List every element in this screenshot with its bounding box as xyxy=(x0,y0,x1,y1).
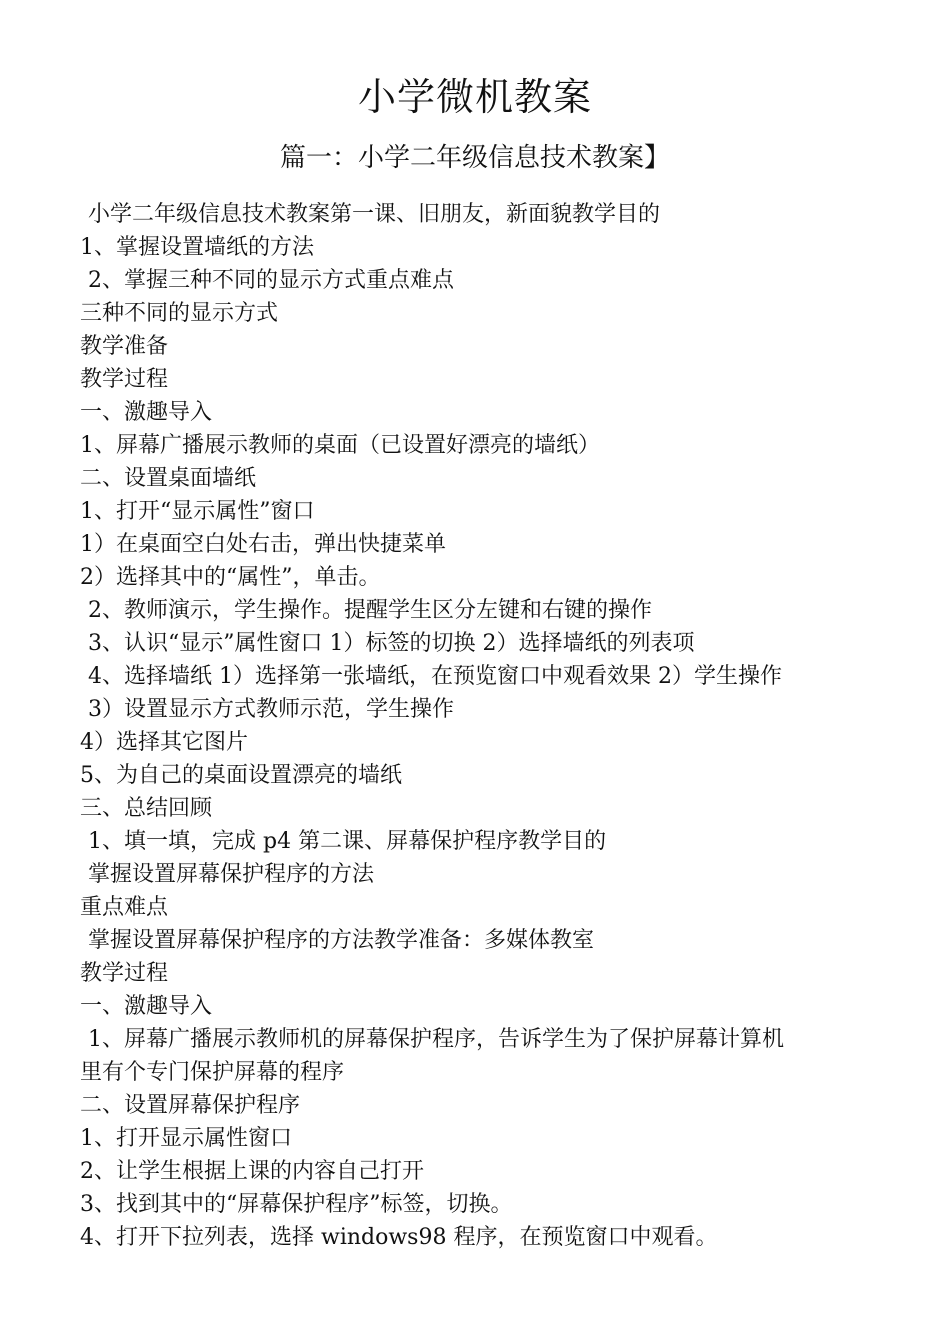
body-line: 2、让学生根据上课的内容自己打开 xyxy=(80,1159,424,1184)
body-line: 掌握设置屏幕保护程序的方法 xyxy=(88,862,375,887)
body-line: 1、填一填，完成 p4 第二课、屏幕保护程序教学目的 xyxy=(88,829,607,854)
body-line: 3）设置显示方式教师示范，学生操作 xyxy=(88,697,454,722)
body-line: 三、总结回顾 xyxy=(80,796,213,821)
body-line: 掌握设置屏幕保护程序的方法教学准备：多媒体教室 xyxy=(88,928,595,953)
body-line: 一、激趣导入 xyxy=(80,400,213,425)
document-body xyxy=(80,198,880,1254)
body-line: 二、设置屏幕保护程序 xyxy=(80,1093,301,1118)
document-subtitle: 篇一：小学二年级信息技术教案】 xyxy=(279,143,670,173)
body-line: 教学过程 xyxy=(80,961,169,986)
body-line: 5、为自己的桌面设置漂亮的墙纸 xyxy=(80,763,402,788)
body-line: 二、设置桌面墙纸 xyxy=(80,466,257,491)
document-title: 小学微机教案 xyxy=(357,75,592,119)
body-line: 1、打开“显示属性”窗口 xyxy=(80,499,315,524)
body-line: 2）选择其中的“属性”，单击。 xyxy=(80,565,381,590)
body-line: 2、掌握三种不同的显示方式重点难点 xyxy=(88,268,454,293)
body-line: 4、打开下拉列表，选择 windows98 程序，在预览窗口中观看。 xyxy=(80,1225,718,1250)
body-line: 三种不同的显示方式 xyxy=(80,301,279,326)
body-line: 1、屏幕广播展示教师的桌面（已设置好漂亮的墙纸） xyxy=(80,433,600,458)
body-line: 1、打开显示属性窗口 xyxy=(80,1126,292,1151)
body-line: 小学二年级信息技术教案第一课、旧朋友，新面貌教学目的 xyxy=(88,202,661,227)
body-line: 3、认识“显示”属性窗口 1）标签的切换 2）选择墙纸的列表项 xyxy=(88,631,695,656)
body-line: 重点难点 xyxy=(80,895,169,920)
body-line: 1、屏幕广播展示教师机的屏幕保护程序，告诉学生为了保护屏幕计算机 xyxy=(88,1027,784,1052)
body-line: 1）在桌面空白处右击，弹出快捷菜单 xyxy=(80,532,446,557)
body-line: 4、选择墙纸 1）选择第一张墙纸，在预览窗口中观看效果 2）学生操作 xyxy=(88,664,782,689)
body-line: 教学过程 xyxy=(80,367,169,392)
body-line: 4）选择其它图片 xyxy=(80,730,248,755)
body-line: 1、掌握设置墙纸的方法 xyxy=(80,235,314,260)
body-line: 教学准备 xyxy=(80,334,169,359)
body-line: 2、教师演示，学生操作。提醒学生区分左键和右键的操作 xyxy=(88,598,652,623)
body-line: 一、激趣导入 xyxy=(80,994,213,1019)
body-line: 3、找到其中的“屏幕保护程序”标签，切换。 xyxy=(80,1192,513,1217)
body-line: 里有个专门保护屏幕的程序 xyxy=(80,1060,345,1085)
